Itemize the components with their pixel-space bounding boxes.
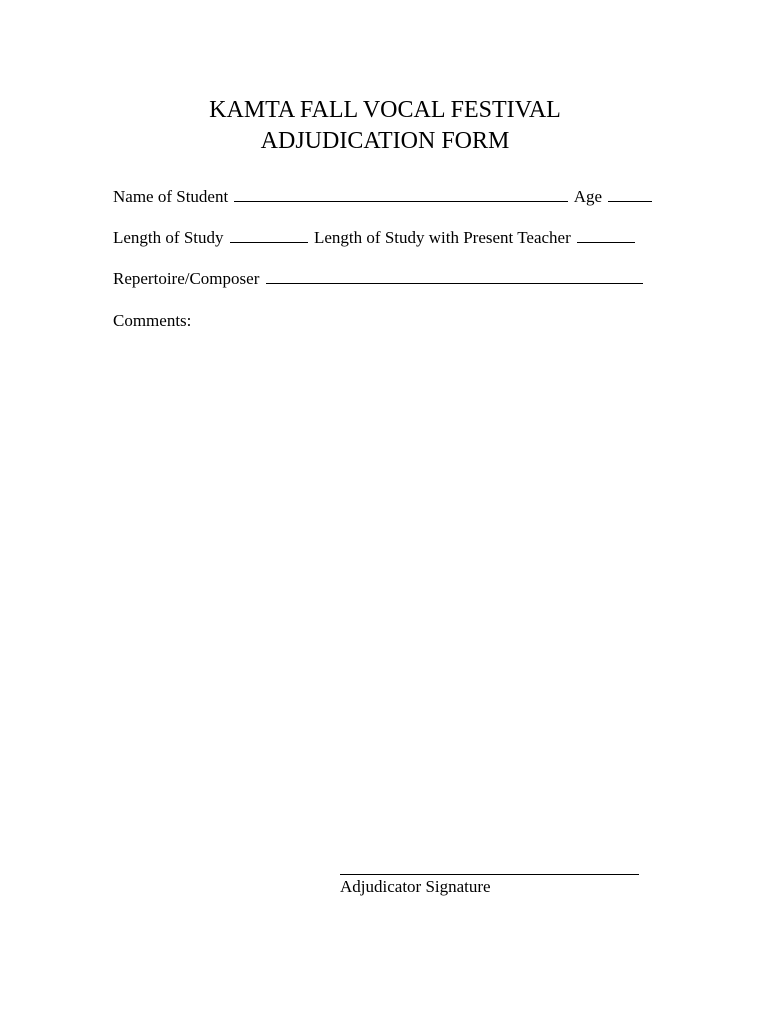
student-name-label: Name of Student xyxy=(113,187,229,206)
student-name-field[interactable] xyxy=(234,186,568,202)
study-length-row xyxy=(113,227,637,249)
teacher-length-label: Length of Study with Present Teacher xyxy=(314,228,571,247)
student-name-row xyxy=(113,186,654,208)
comments-label: Comments: xyxy=(113,311,192,330)
signature-label: Adjudicator Signature xyxy=(340,877,491,896)
repertoire-field[interactable] xyxy=(266,268,643,284)
length-of-study-field[interactable] xyxy=(230,227,308,243)
form-title-line-1: KAMTA FALL VOCAL FESTIVAL xyxy=(209,97,561,123)
signature-line[interactable] xyxy=(340,874,639,875)
teacher-length-field[interactable] xyxy=(577,227,635,243)
repertoire-label: Repertoire/Composer xyxy=(113,269,260,288)
age-field[interactable] xyxy=(608,186,652,202)
age-label: Age xyxy=(573,187,603,206)
repertoire-row xyxy=(113,268,645,290)
length-of-study-label: Length of Study xyxy=(113,228,224,247)
form-title-line-2: ADJUDICATION FORM xyxy=(260,128,510,154)
